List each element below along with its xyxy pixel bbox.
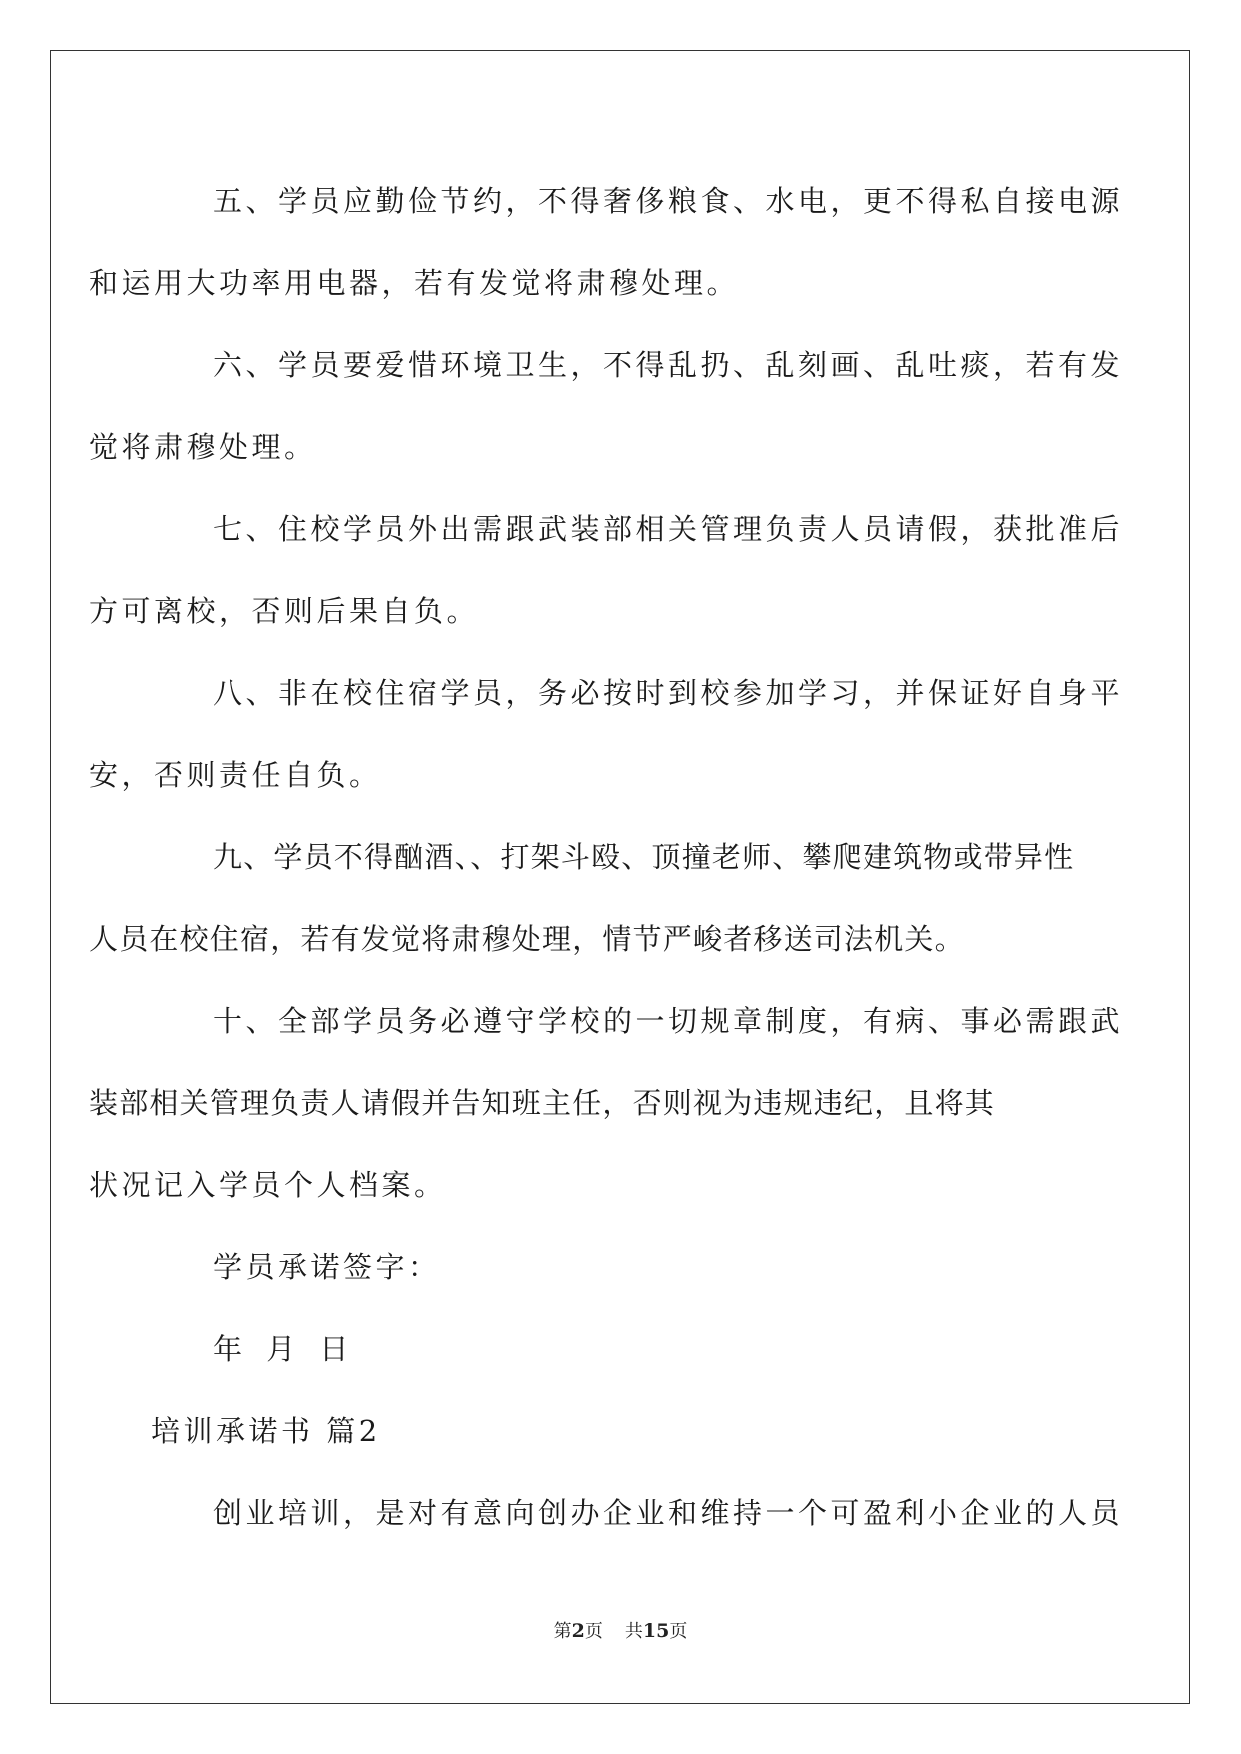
text-line: 状况记入学员个人档案。 bbox=[89, 1168, 447, 1202]
section-heading: 培训承诺书 篇2 bbox=[151, 1414, 381, 1448]
paragraph-rule-8 bbox=[89, 652, 1124, 816]
text-line: 安，否则责任自负。 bbox=[89, 758, 382, 792]
text-line: 六、学员要爱惜环境卫生，不得乱扔、乱刻画、乱吐痰，若有发 bbox=[213, 348, 1124, 382]
paragraph-rule-6 bbox=[89, 324, 1124, 488]
paragraph-intro bbox=[151, 1472, 1124, 1554]
text-line: 八、非在校住宿学员，务必按时到校参加学习，并保证好自身平 bbox=[213, 676, 1124, 710]
text-line: 觉将肃穆处理。 bbox=[89, 430, 317, 464]
signature-label bbox=[151, 1226, 1091, 1308]
text-line: 学员承诺签字： bbox=[213, 1250, 441, 1284]
text-line: 装部相关管理负责人请假并告知班主任，否则视为违规违纪，且将其 bbox=[89, 1086, 996, 1120]
footer-total-suffix: 页 bbox=[669, 1621, 688, 1642]
text-line: 方可离校，否则后果自负。 bbox=[89, 594, 480, 628]
date-line bbox=[151, 1308, 1091, 1390]
text-line: 创业培训，是对有意向创办企业和维持一个可盈利小企业的人员 bbox=[213, 1496, 1124, 1530]
page-footer bbox=[0, 1617, 1241, 1643]
current-page-number: 2 bbox=[571, 1620, 585, 1642]
paragraph-rule-10 bbox=[89, 980, 1124, 1226]
footer-page-suffix: 页 bbox=[584, 1621, 603, 1642]
text-line: 年 月 日 bbox=[213, 1332, 352, 1366]
text-line: 人员在校住宿，若有发觉将肃穆处理，情节严峻者移送司法机关。 bbox=[89, 922, 965, 956]
text-line: 七、住校学员外出需跟武装部相关管理负责人员请假，获批准后 bbox=[213, 512, 1124, 546]
text-line: 九、学员不得酗酒、、打架斗殴、顶撞老师、攀爬建筑物或带异性 bbox=[213, 840, 1075, 874]
text-line: 十、全部学员务必遵守学校的一切规章制度，有病、事必需跟武 bbox=[213, 1004, 1124, 1038]
paragraph-rule-9 bbox=[89, 816, 1091, 980]
text-line: 和运用大功率用电器，若有发觉将肃穆处理。 bbox=[89, 266, 740, 300]
total-pages-number: 15 bbox=[642, 1620, 670, 1642]
paragraph-rule-5 bbox=[89, 160, 1124, 324]
document-body bbox=[89, 160, 1124, 1554]
footer-total-prefix: 共 bbox=[624, 1621, 643, 1642]
footer-prefix: 第 bbox=[553, 1621, 572, 1642]
text-line: 五、学员应勤俭节约，不得奢侈粮食、水电，更不得私自接电源 bbox=[213, 184, 1124, 218]
paragraph-rule-7 bbox=[89, 488, 1124, 652]
